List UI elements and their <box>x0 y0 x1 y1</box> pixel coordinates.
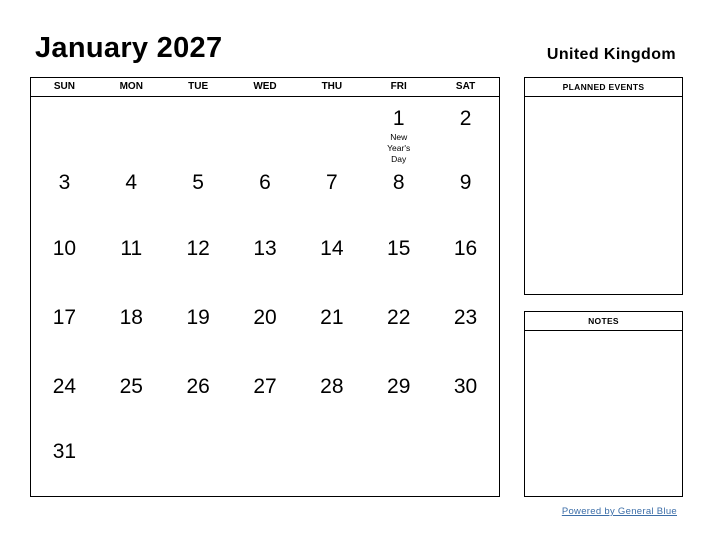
day-cell <box>298 367 365 432</box>
weekday-sat: SAT <box>455 81 476 92</box>
day-cell <box>298 229 365 298</box>
day-number: 1 <box>392 107 405 130</box>
day-number: 15 <box>387 237 411 260</box>
day-cell <box>165 432 232 514</box>
day-cell <box>98 163 165 229</box>
day-cell <box>31 432 98 514</box>
day-number: 5 <box>192 171 204 194</box>
day-cell <box>232 97 299 163</box>
day-cell <box>365 298 432 367</box>
day-number: 20 <box>253 306 277 329</box>
day-number: 11 <box>120 237 143 260</box>
day-number: 17 <box>52 306 77 329</box>
day-number: 6 <box>259 171 271 194</box>
powered-by-link[interactable]: Powered by General Blue <box>561 506 677 517</box>
day-number: 12 <box>186 237 210 260</box>
day-number: 7 <box>326 171 338 194</box>
day-number: 27 <box>253 375 277 398</box>
day-number: 14 <box>320 237 344 260</box>
day-number: 30 <box>453 375 478 398</box>
day-cell <box>98 97 165 163</box>
day-number: 29 <box>387 375 411 398</box>
day-cell <box>165 367 232 432</box>
day-cell <box>165 229 232 298</box>
day-number: 31 <box>52 440 77 463</box>
day-cell <box>365 432 432 514</box>
day-number: 25 <box>119 375 143 398</box>
day-cell <box>98 367 165 432</box>
day-cell <box>432 163 499 229</box>
day-cell <box>432 229 499 298</box>
weekday-wed: WED <box>253 81 277 92</box>
day-number: 26 <box>186 375 210 398</box>
notes-panel <box>524 311 683 497</box>
day-number: 2 <box>459 107 472 130</box>
day-cell <box>232 163 299 229</box>
day-cell <box>31 298 98 367</box>
day-cell <box>298 163 365 229</box>
day-cell <box>31 97 98 163</box>
weekday-thu: THU <box>321 81 343 92</box>
planned-events-panel <box>524 77 683 295</box>
day-number: 18 <box>119 306 143 329</box>
day-cell <box>365 367 432 432</box>
day-number: 16 <box>453 237 478 260</box>
day-number: 24 <box>52 375 77 398</box>
day-cell <box>432 298 499 367</box>
day-cell <box>98 229 165 298</box>
page-title: January 2027 <box>35 32 223 64</box>
day-number: 19 <box>186 306 210 329</box>
day-cell <box>98 298 165 367</box>
day-cell <box>165 163 232 229</box>
day-number: 3 <box>58 171 71 194</box>
day-cell <box>165 298 232 367</box>
weekday-sun: SUN <box>53 81 75 92</box>
weekday-fri: FRI <box>390 81 407 92</box>
day-cell <box>232 298 299 367</box>
day-cell <box>298 298 365 367</box>
day-cell <box>432 97 499 163</box>
day-cell <box>365 163 432 229</box>
day-cell <box>232 367 299 432</box>
day-cell <box>232 229 299 298</box>
day-cell <box>165 97 232 163</box>
day-cell <box>298 97 365 163</box>
day-number: 8 <box>392 171 405 194</box>
holiday-label: New Year's Day <box>387 132 411 164</box>
day-cell <box>365 97 432 163</box>
day-number: 9 <box>459 171 472 194</box>
planned-events-title: PLANNED EVENTS <box>525 78 682 97</box>
calendar-grid <box>30 77 500 497</box>
day-number: 22 <box>387 306 411 329</box>
country-label: United Kingdom <box>546 46 676 63</box>
weekday-tue: TUE <box>188 81 209 92</box>
day-number: 10 <box>52 237 77 260</box>
calendar-days <box>31 97 499 514</box>
day-cell <box>432 432 499 514</box>
day-cell <box>432 367 499 432</box>
day-number: 28 <box>320 375 344 398</box>
day-number: 13 <box>253 237 277 260</box>
weekday-header-row <box>31 78 499 97</box>
day-cell <box>31 229 98 298</box>
day-cell <box>98 432 165 514</box>
day-cell <box>31 367 98 432</box>
day-cell <box>365 229 432 298</box>
weekday-mon: MON <box>119 81 143 92</box>
day-cell <box>298 432 365 514</box>
day-number: 23 <box>453 306 478 329</box>
notes-title: NOTES <box>525 312 682 331</box>
day-number: 4 <box>125 171 138 194</box>
day-cell <box>31 163 98 229</box>
day-cell <box>232 432 299 514</box>
day-number: 21 <box>320 306 344 329</box>
